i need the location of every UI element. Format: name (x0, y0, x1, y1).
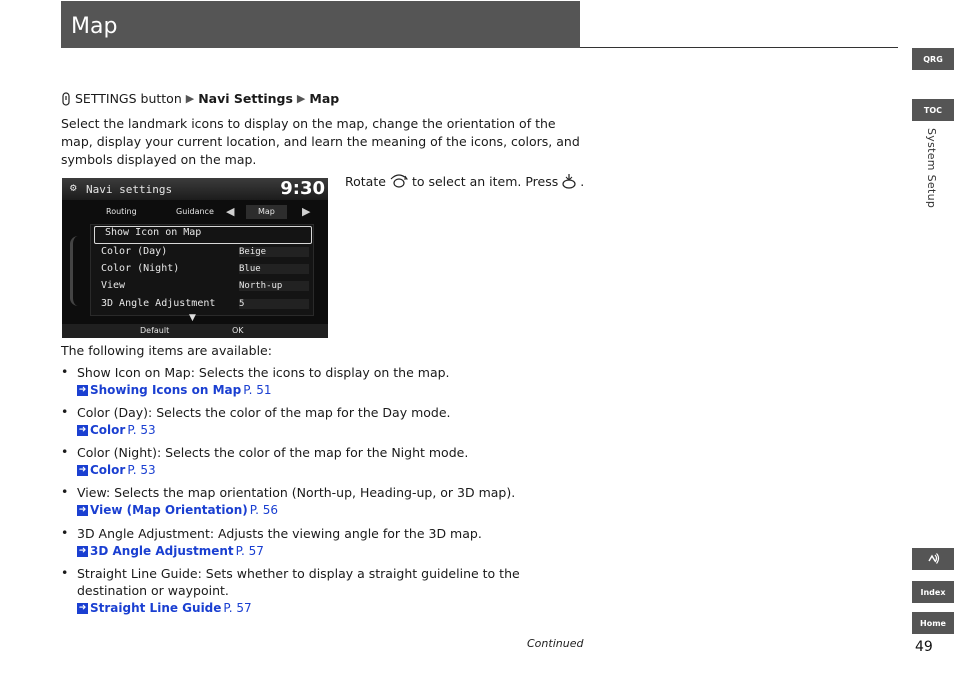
ref-title: Straight Line Guide (90, 601, 222, 615)
screen-title: Navi settings (86, 183, 173, 196)
screen-row-value: North-up (239, 281, 309, 291)
screen-tabs (62, 203, 328, 221)
reference-arrow-icon: ➜ (78, 464, 87, 475)
scroll-down-icon: ▼ (189, 313, 196, 323)
screen-row (91, 278, 313, 294)
reference-arrow-icon: ➜ (78, 545, 87, 556)
page-number: 49 (915, 639, 933, 655)
reference-arrow-icon: ➜ (78, 384, 87, 395)
bullet-icon: • (61, 404, 69, 419)
ref-page: P. 56 (249, 503, 279, 517)
screen-footer (62, 324, 328, 338)
item-text (77, 525, 577, 542)
index-tab[interactable]: Index (912, 581, 954, 603)
gear-icon: ⚙ (70, 181, 77, 194)
item-desc: : Selects the color of the map for the Night mode. (156, 445, 469, 460)
item-desc: : Selects the map orientation (North-up, Heading-up, or 3D map). (105, 485, 516, 500)
screen-header (62, 178, 328, 200)
items-intro: The following items are available: (61, 343, 272, 358)
bullet-icon: • (61, 444, 69, 459)
item-desc: : Adjusts the viewing angle for the 3D map. (209, 526, 482, 541)
interface-dial-rotate-icon (389, 173, 409, 189)
item-text (77, 565, 577, 599)
bullet-icon: • (61, 525, 69, 540)
settings-button-icon (61, 92, 71, 106)
ref-title: 3D Angle Adjustment (90, 544, 234, 558)
item-text (77, 484, 577, 501)
ref-page: P. 51 (243, 383, 272, 397)
bullet-icon: • (61, 484, 69, 499)
reference-arrow-icon: ➜ (78, 504, 87, 515)
item-reference-link[interactable] (77, 544, 264, 558)
item-text (77, 404, 577, 421)
item-term: 3D Angle Adjustment (77, 526, 210, 541)
screen-clock: 9:30 (280, 178, 325, 199)
screen-row (91, 261, 313, 277)
instruction-middle: to select an item. Press (411, 173, 559, 189)
intro-paragraph: Select the landmark icons to display on the map, change the orientation of the map, display your current location, and learn the meaning of the icons, colors, and symbols displayed on the map. (61, 116, 580, 167)
breadcrumb-settings-button: SETTINGS button (75, 91, 182, 106)
screen-row-value: Beige (239, 247, 309, 257)
instruction-prefix: Rotate (345, 173, 386, 189)
item-term: Show Icon on Map (77, 365, 191, 380)
item-reference-link[interactable] (77, 503, 278, 517)
screen-row-value: Blue (239, 264, 309, 274)
screen-ok-button: OK (232, 326, 244, 335)
home-tab[interactable]: Home (912, 612, 954, 634)
title-divider (580, 47, 898, 48)
continued-label: Continued (527, 637, 584, 650)
tab-left-arrow-icon: ◀ (226, 205, 235, 218)
item-term: Color (Night) (77, 445, 157, 460)
screen-tab-routing: Routing (106, 207, 137, 216)
item-term: View (77, 485, 106, 500)
screen-settings-list (90, 224, 314, 316)
item-term: Color (Day) (77, 405, 149, 420)
bullet-icon: • (61, 565, 69, 580)
ref-page: P. 53 (127, 463, 156, 477)
screen-row-label: 3D Angle Adjustment (101, 298, 216, 309)
item-reference-link[interactable] (77, 463, 156, 477)
voice-command-icon (926, 552, 940, 566)
item-reference-link[interactable] (77, 423, 156, 437)
screen-row-label: Show Icon on Map (105, 227, 202, 238)
screen-row-value: 5 (239, 299, 309, 309)
breadcrumb-map: Map (309, 91, 340, 106)
screen-default-button: Default (140, 326, 170, 335)
scroll-indicator (70, 236, 83, 306)
ref-page: P. 57 (235, 544, 264, 558)
reference-arrow-icon: ➜ (78, 424, 87, 435)
breadcrumb (61, 91, 339, 106)
item-term: Straight Line Guide (77, 566, 198, 581)
screen-tab-guidance: Guidance (176, 207, 214, 216)
breadcrumb-navi-settings: Navi Settings (198, 91, 293, 106)
ref-page: P. 53 (127, 423, 156, 437)
screen-tab-map: Map (246, 205, 287, 219)
ref-title: Color (90, 423, 126, 437)
screen-row (91, 244, 313, 260)
tab-right-arrow-icon: ▶ (302, 205, 311, 218)
toc-tab[interactable]: TOC (912, 99, 954, 121)
screen-row-label: Color (Day) (101, 246, 168, 257)
ref-page: P. 57 (223, 601, 252, 615)
screen-row (94, 226, 312, 244)
item-desc: : Selects the color of the map for the Day mode. (148, 405, 451, 420)
reference-arrow-icon: ➜ (78, 602, 87, 613)
item-reference-link[interactable] (77, 383, 271, 397)
ref-title: Showing Icons on Map (90, 383, 242, 397)
screen-row (91, 296, 313, 312)
page-title: Map (61, 1, 580, 48)
breadcrumb-arrow-icon: ▶ (296, 92, 306, 105)
item-text (77, 364, 577, 381)
item-desc: : Selects the icons to display on the map. (190, 365, 450, 380)
instruction-suffix: . (580, 173, 585, 189)
item-desc: : Sets whether to display a straight guideline to the destination or waypoint. (77, 566, 520, 598)
section-label: System Setup (925, 128, 938, 209)
interface-dial-press-icon (561, 173, 577, 189)
item-text (77, 444, 577, 461)
ref-title: View (Map Orientation) (90, 503, 248, 517)
screen-row-label: Color (Night) (101, 263, 180, 274)
instruction-text (345, 173, 584, 189)
ref-title: Color (90, 463, 126, 477)
bullet-icon: • (61, 364, 69, 379)
navi-settings-screenshot (62, 178, 328, 338)
item-reference-link[interactable] (77, 601, 252, 615)
screen-row-label: View (101, 280, 126, 291)
qrg-tab[interactable]: QRG (912, 48, 954, 70)
voice-command-tab[interactable] (912, 548, 954, 570)
breadcrumb-arrow-icon: ▶ (185, 92, 195, 105)
